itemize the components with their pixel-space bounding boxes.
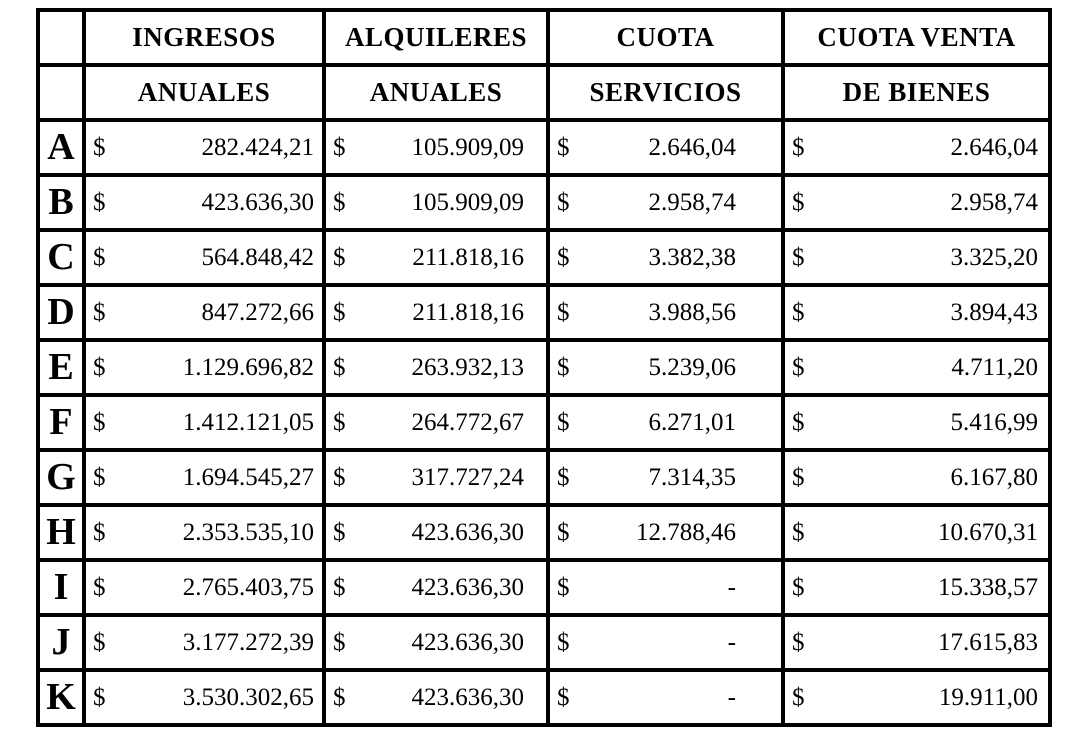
currency-symbol: $ [557,519,570,546]
cell-alquileres-anuales [324,505,548,560]
cell-cuota-servicios [548,560,783,615]
currency-symbol: $ [792,464,805,491]
row-label: C [38,230,84,285]
cell-value: 1.694.545,27 [182,464,314,491]
cell-value: 1.412.121,05 [182,409,314,436]
cell-value: 423.636,30 [201,189,314,216]
cell-value: 211.818,16 [412,244,524,271]
currency-symbol: $ [333,244,346,271]
currency-symbol: $ [792,244,805,271]
cell-ingresos-anuales [84,560,324,615]
col-subheader-servicios: SERVICIOS [548,65,783,120]
cell-value: 263.932,13 [411,354,524,381]
cell-value: 7.314,35 [648,464,736,491]
currency-symbol: $ [792,189,805,216]
cell-value: 2.958,74 [648,189,736,216]
cell-value: 3.177.272,39 [182,629,314,656]
cell-cuota-venta-de-bienes [783,340,1050,395]
currency-symbol: $ [93,134,106,161]
cell-value: 3.325,20 [950,244,1038,271]
row-label: K [38,670,84,725]
currency-symbol: $ [93,629,106,656]
cell-value: 847.272,66 [201,299,314,326]
cell-value: 423.636,30 [411,684,524,711]
cell-value: 423.636,30 [411,629,524,656]
cell-value: 211.818,16 [412,299,524,326]
cell-cuota-servicios [548,340,783,395]
cell-cuota-servicios [548,175,783,230]
cell-value: 2.353.535,10 [182,519,314,546]
cell-cuota-venta-de-bienes [783,285,1050,340]
currency-symbol: $ [93,299,106,326]
currency-symbol: $ [93,464,106,491]
row-label: E [38,340,84,395]
currency-symbol: $ [333,629,346,656]
currency-symbol: $ [333,684,346,711]
currency-symbol: $ [93,354,106,381]
row-label: H [38,505,84,560]
currency-symbol: $ [557,574,570,601]
cell-value: 3.382,38 [648,244,736,271]
cell-value: 2.646,04 [648,134,736,161]
currency-symbol: $ [557,464,570,491]
cell-cuota-venta-de-bienes [783,615,1050,670]
currency-symbol: $ [333,189,346,216]
cell-ingresos-anuales [84,285,324,340]
cell-ingresos-anuales [84,175,324,230]
table-row [38,615,1050,670]
cell-value: 105.909,09 [411,189,524,216]
table-row [38,505,1050,560]
col-header-cuota-venta: CUOTA VENTA [783,10,1050,65]
cell-value: 317.727,24 [411,464,524,491]
cell-value: 4.711,20 [951,354,1038,381]
cell-cuota-venta-de-bienes [783,450,1050,505]
row-label: A [38,120,84,175]
currency-symbol: $ [792,299,805,326]
cell-value: 5.416,99 [950,409,1038,436]
table-row [38,285,1050,340]
cell-value: 3.894,43 [950,299,1038,326]
cell-value: 105.909,09 [411,134,524,161]
cell-cuota-servicios [548,285,783,340]
cell-cuota-venta-de-bienes [783,560,1050,615]
currency-symbol: $ [557,354,570,381]
cell-cuota-venta-de-bienes [783,175,1050,230]
cell-alquileres-anuales [324,285,548,340]
cell-cuota-servicios [548,230,783,285]
cell-cuota-venta-de-bienes [783,395,1050,450]
currency-symbol: $ [333,134,346,161]
col-header-alquileres: ALQUILERES [324,10,548,65]
col-header-ingresos: INGRESOS [84,10,324,65]
currency-symbol: $ [93,189,106,216]
cell-value: 2.765.403,75 [182,574,314,601]
row-label: D [38,285,84,340]
col-subheader-anuales-2: ANUALES [324,65,548,120]
cell-alquileres-anuales [324,670,548,725]
currency-symbol: $ [93,684,106,711]
row-label: J [38,615,84,670]
cell-cuota-venta-de-bienes [783,120,1050,175]
row-label: I [38,560,84,615]
table-row [38,395,1050,450]
table-body [38,120,1050,725]
currency-symbol: $ [93,519,106,546]
cell-value: 6.271,01 [648,409,736,436]
currency-symbol: $ [557,409,570,436]
cell-alquileres-anuales [324,340,548,395]
table-row [38,120,1050,175]
rates-table [36,8,1052,727]
cell-value: 3.530.302,65 [182,684,314,711]
cell-value: 3.988,56 [648,299,736,326]
currency-symbol: $ [792,574,805,601]
header-row-1 [38,10,1050,65]
cell-cuota-servicios [548,615,783,670]
cell-value: 282.424,21 [201,134,314,161]
cell-cuota-servicios [548,120,783,175]
spreadsheet-table-container [36,8,1052,727]
cell-ingresos-anuales [84,340,324,395]
cell-value: 264.772,67 [411,409,524,436]
row-label: F [38,395,84,450]
cell-alquileres-anuales [324,395,548,450]
currency-symbol: $ [792,134,805,161]
currency-symbol: $ [333,299,346,326]
table-row [38,560,1050,615]
cell-value: - [727,629,736,656]
currency-symbol: $ [333,354,346,381]
currency-symbol: $ [792,684,805,711]
cell-ingresos-anuales [84,615,324,670]
currency-symbol: $ [557,189,570,216]
cell-cuota-venta-de-bienes [783,670,1050,725]
table-row [38,450,1050,505]
cell-cuota-venta-de-bienes [783,505,1050,560]
currency-symbol: $ [792,519,805,546]
currency-symbol: $ [93,409,106,436]
currency-symbol: $ [792,409,805,436]
cell-value: 564.848,42 [201,244,314,271]
header-row-2 [38,65,1050,120]
currency-symbol: $ [333,464,346,491]
cell-alquileres-anuales [324,450,548,505]
cell-ingresos-anuales [84,670,324,725]
cell-value: 17.615,83 [938,629,1038,656]
table-row [38,230,1050,285]
cell-cuota-servicios [548,450,783,505]
cell-ingresos-anuales [84,230,324,285]
currency-symbol: $ [93,244,106,271]
currency-symbol: $ [792,629,805,656]
currency-symbol: $ [557,629,570,656]
currency-symbol: $ [93,574,106,601]
cell-alquileres-anuales [324,560,548,615]
currency-symbol: $ [557,684,570,711]
cell-value: 12.788,46 [636,519,736,546]
cell-value: 1.129.696,82 [182,354,314,381]
currency-symbol: $ [792,354,805,381]
cell-value: - [727,684,736,711]
cell-value: 423.636,30 [411,519,524,546]
cell-value: 5.239,06 [648,354,736,381]
cell-alquileres-anuales [324,230,548,285]
cell-ingresos-anuales [84,505,324,560]
col-header-cuota: CUOTA [548,10,783,65]
corner-cell-2 [38,65,84,120]
cell-cuota-venta-de-bienes [783,230,1050,285]
table-row [38,670,1050,725]
col-subheader-de-bienes: DE BIENES [783,65,1050,120]
row-label: B [38,175,84,230]
cell-value: 19.911,00 [938,684,1038,711]
currency-symbol: $ [333,409,346,436]
currency-symbol: $ [333,519,346,546]
currency-symbol: $ [557,134,570,161]
cell-value: 10.670,31 [938,519,1038,546]
col-subheader-anuales-1: ANUALES [84,65,324,120]
cell-value: 15.338,57 [938,574,1038,601]
cell-value: 423.636,30 [411,574,524,601]
table-header [38,10,1050,120]
cell-value: 2.646,04 [950,134,1038,161]
row-label: G [38,450,84,505]
cell-alquileres-anuales [324,615,548,670]
cell-ingresos-anuales [84,120,324,175]
table-row [38,340,1050,395]
cell-alquileres-anuales [324,175,548,230]
currency-symbol: $ [557,299,570,326]
cell-value: 2.958,74 [950,189,1038,216]
cell-alquileres-anuales [324,120,548,175]
cell-cuota-servicios [548,395,783,450]
cell-cuota-servicios [548,670,783,725]
cell-value: - [727,574,736,601]
table-row [38,175,1050,230]
cell-ingresos-anuales [84,450,324,505]
cell-ingresos-anuales [84,395,324,450]
cell-cuota-servicios [548,505,783,560]
cell-value: 6.167,80 [950,464,1038,491]
currency-symbol: $ [557,244,570,271]
corner-cell [38,10,84,65]
currency-symbol: $ [333,574,346,601]
